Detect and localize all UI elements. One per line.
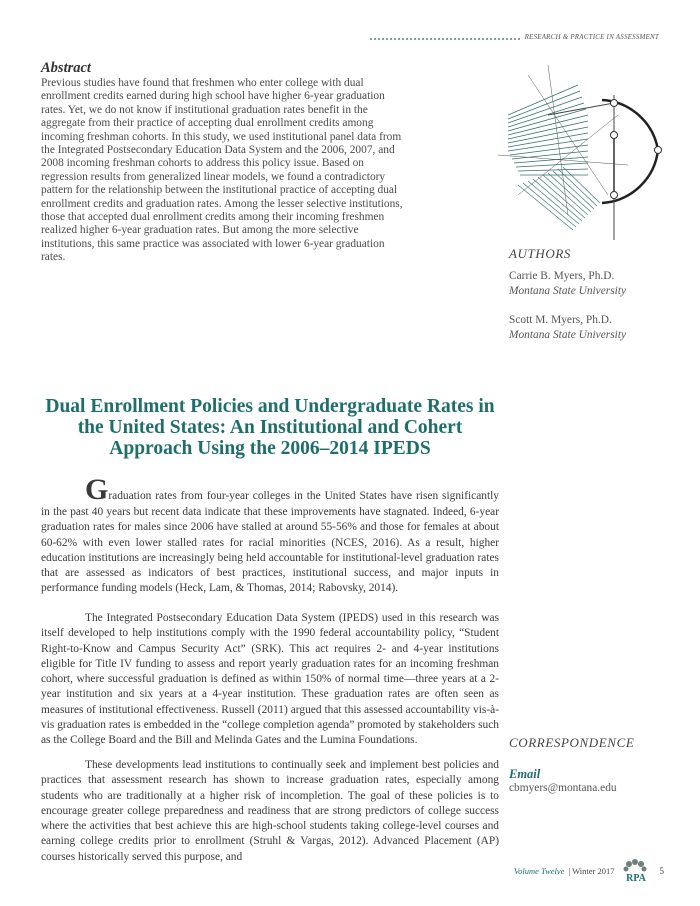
paragraph-text: raduation rates from four-year colleges in the United States have risen significantly in the past 40 years but recent data indicate that these improvements have stagnated. Indeed, 6-year graduation rates for males since 2006 have stalled at around 55-56% and those for females at about 60-62% with even lower stalled rates for racial minorities (NCES, 2016). As a result, higher education institutions are increasingly being held accountable for institutional-level graduation rates that are assessed as indicators of best practices, institutional success, and major inputs in performance funding models (Heck, Lam, & Thomas, 2014; Rabovsky, 2014).	[41, 490, 499, 595]
volume-label: Volume Twelve	[513, 866, 565, 876]
author-name: Carrie B. Myers, Ph.D.	[509, 270, 615, 282]
body-paragraph	[41, 475, 499, 597]
issue-label: | Winter 2017	[568, 866, 615, 876]
correspondence-heading: CORRESPONDENCE	[509, 735, 635, 750]
author-institution: Montana State University	[509, 329, 627, 341]
rpa-logo	[619, 858, 653, 884]
article-title: Dual Enrollment Policies and Undergraduate Rates in the United States: An Institutional and Cohert Approach Using the 2006–2014 IPEDS	[45, 396, 495, 459]
running-header: RESEARCH & PRACTICE IN ASSESSMENT	[524, 33, 659, 41]
page-number: 5	[659, 866, 664, 876]
email-label: Email	[509, 767, 541, 781]
email-address: cbmyers@montana.edu	[509, 782, 617, 794]
svg-text:RPA: RPA	[625, 873, 646, 884]
author-name: Scott M. Myers, Ph.D.	[509, 314, 612, 326]
author-institution: Montana State University	[509, 285, 627, 297]
abstract-heading: Abstract	[41, 60, 91, 76]
page-footer	[514, 858, 664, 884]
header-dotted-rule	[370, 38, 520, 40]
body-paragraph	[41, 758, 499, 865]
abstract-text: Previous studies have found that freshmen who enter college with dual enrollment credits earned during high school have higher 6-year graduation rates. Yet, we do not know if institutional graduation rates benefit in the aggregate from their practice of accepting dual enrollment credits among incoming freshman cohorts. In this study, we used institutional panel data from the Integrated Postsecondary Education Data System and the 2006, 2007, and 2008 incoming freshman cohorts to address this policy issue. Based on regression results from generalized linear models, we found a contradictory pattern for the relationship between the institutional practice of accepting dual enrollment credits and graduation rates. Among the lesser selective institutions, those that accepted dual enrollment credits among their incoming freshmen realized higher 6-year graduation rates. But among the more selective institutions, this same practice was associated with lower 6-year graduation rates.	[41, 77, 403, 264]
body-paragraph	[41, 611, 499, 749]
paragraph-text: The Integrated Postsecondary Education Data System (IPEDS) used in this research was itself developed to help institutions comply with the 1990 federal accountability policy, “Student Right-to-Know and Campus Security Act” (SRK). This act requires 2- and 4-year institutions eligible for Title IV funding to assess and report yearly graduation rates for an incoming freshman cohort, where successful graduation is defined as within 150% of normal time—three years at a 2-year institution and six years at a 4-year institution. These graduation rates are often seen as measures of institutional effectiveness. Russell (2011) argued that this assessed accountability vis-à-vis graduation rates is embedded in the “college completion agenda” promoted by stakeholders such as the College Board and the Bill and Melinda Gates and the Lumina Foundations.	[41, 612, 499, 747]
paragraph-text: These developments lead institutions to continually seek and implement best policies and practices that assessment research has shown to increase graduation rates, especially among students who are traditionally at a higher risk of incompletion. The goal of these policies is to encourage greater college preparedness and readiness that are strong predictors of college success where the activities that best achieve this are high-school students taking college-level courses and earning college credits prior to enrollment (Struhl & Vargas, 2012). Advanced Placement (AP) courses historically served this purpose, and	[41, 759, 499, 863]
authors-heading: AUTHORS	[509, 246, 571, 261]
decorative-illustration	[488, 55, 666, 240]
drop-cap: G	[85, 473, 109, 506]
